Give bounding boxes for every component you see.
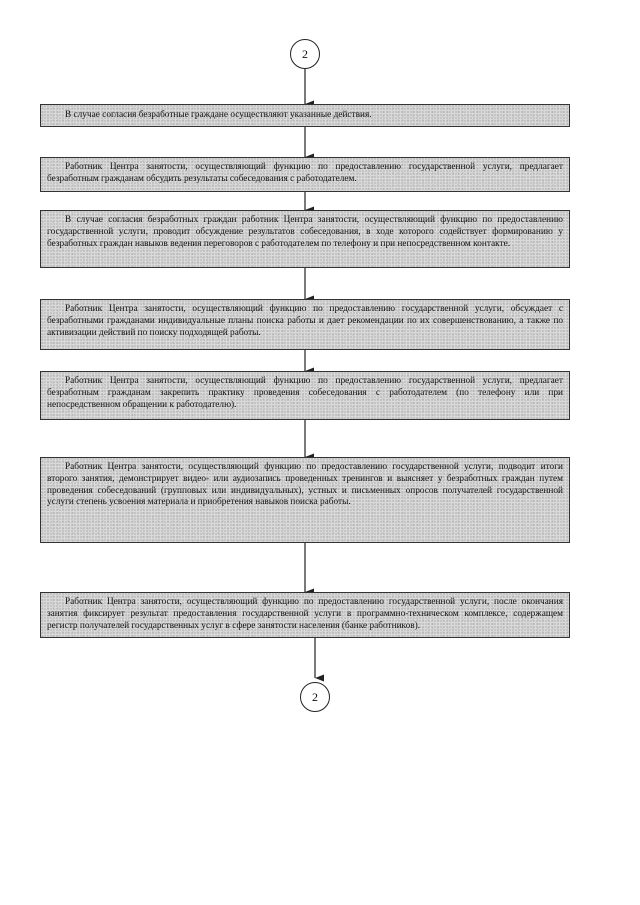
step-7-box [40, 592, 570, 638]
connector-bottom [300, 682, 330, 712]
step-6-text: Работник Центра занятости, осуществляющий функцию по предоставлению государственной услуги, подводит итоги второго занятия, демонстрирует видео- или аудиозапись проведенных тренингов и выясняет у безработных граждан путем проведения собеседований (групповых или индивидуальных), устных и письменных опросов получателей государственной услуги степень усвоения материала и приобретения навыков поиска работы. [47, 462, 563, 508]
step-3-box [40, 210, 570, 268]
connector-bottom-label: 2 [312, 690, 318, 704]
step-5-box [40, 371, 570, 420]
step-3-text: В случае согласия безработных граждан работник Центра занятости, осуществляющий функцию по предоставлению государственной услуги, проводит обсуждение результатов собеседования, в ходе которого содействует формированию у безработных граждан навыков ведения переговоров с работодателем по телефону и при непосредственном контакте. [47, 215, 563, 249]
step-4-box [40, 299, 570, 350]
step-1-text: В случае согласия безработные граждане осуществляют указанные действия. [65, 110, 372, 120]
step-4-text: Работник Центра занятости, осуществляющий функцию по предоставлению государственной услуги, обсуждает с безработными гражданами индивидуальные планы поиска работы и дает рекомендации по их совершенствованию, а также по активизации действий по поиску подходящей работы. [47, 304, 563, 338]
connector-top-label: 2 [302, 47, 308, 61]
step-7-text: Работник Центра занятости, осуществляющий функцию по предоставлению государственной услуги, после окончания занятия фиксирует результат предоставления государственной услуги в программно-техническом комплексе, содержащем регистр получателей государственных услуг в сфере занятости населения (банке работников). [47, 597, 563, 631]
connector-top [290, 39, 320, 69]
step-6-box [40, 457, 570, 543]
step-5-text: Работник Центра занятости, осуществляющий функцию по предоставлению государственной услуги, предлагает безработным гражданам закрепить практику проведения собеседования с работодателем (по телефону или при непосредственном обращении к работодателю). [47, 376, 563, 410]
step-2-box [40, 157, 570, 192]
step-2-text: Работник Центра занятости, осуществляющий функцию по предоставлению государственной услуги, предлагает безработным гражданам обсудить результаты собеседования с работодателем. [47, 162, 563, 184]
step-1-box [40, 104, 570, 127]
